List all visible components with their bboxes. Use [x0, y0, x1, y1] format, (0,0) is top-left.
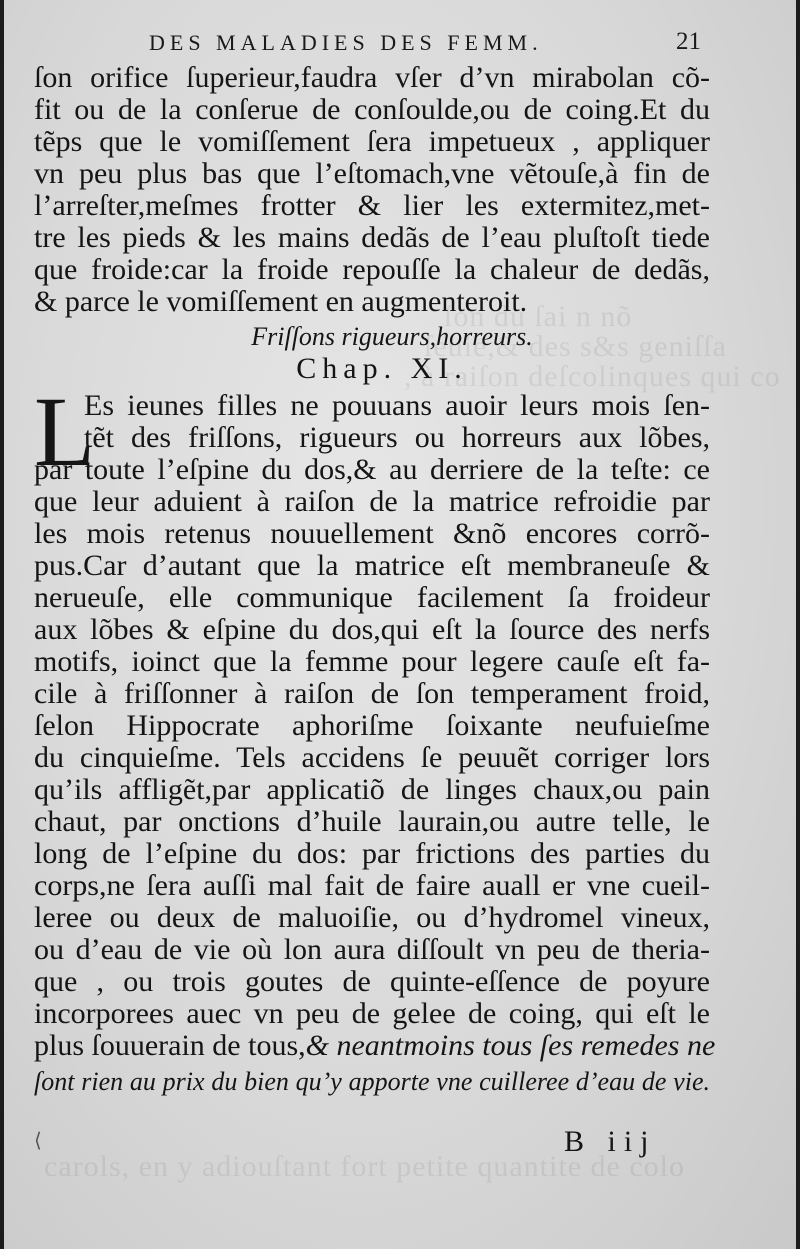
text-line: tẽps que le vomiſſement ſera impetueux , appliquer — [34, 125, 710, 158]
text-line: vn peu plus bas que l’eſtomach,vne vẽtouſe,à fin de — [34, 157, 710, 190]
text-line: du cinquieſme. Tels accidens ſe peuuẽt corriger lors — [34, 741, 710, 774]
text-italic: & neantmoins tous ſes remedes ne — [305, 1029, 716, 1062]
book-page — [4, 0, 796, 1249]
text-line: Es ieunes filles ne pouuans auoir leurs mois ſen- — [84, 389, 710, 422]
text-line: fit ou de la conſerue de conſoulde,ou de coing.Et du — [34, 93, 710, 126]
text-line: que leur aduient à raiſon de la matrice refroidie par — [34, 485, 710, 518]
text-line: tre les pieds & les mains dedãs de l’eau pluſtoſt tiede — [34, 221, 710, 254]
text-line: par toute l’eſpine du dos,& au derriere de la teſte: ce — [34, 453, 710, 486]
text-line: aux lõbes & eſpine du dos,qui eſt la ſource des nerfs — [34, 613, 710, 646]
text-line: qu’ils affligẽt,par applicatiõ de linges chaux,ou pain — [34, 773, 710, 806]
page-number: 21 — [676, 28, 701, 55]
text-line: ſelon Hippocrate aphoriſme ſoixante neufuieſme — [34, 709, 710, 742]
text-line: pus.Car d’autant que la matrice eſt membraneuſe & — [34, 549, 710, 582]
text-line: corps,ne ſera auſſi mal fait de faire auall er vne cueil- — [34, 869, 710, 902]
text-line-italic: ſont rien au prix du bien qu’y apporte vne cuilleree d’eau de vie. — [34, 1067, 710, 1096]
text-line: nerueuſe, elle communique facilement ſa froideur — [34, 581, 710, 614]
text-roman: plus ſouuerain de tous, — [34, 1029, 306, 1062]
show-through-text: , à raiſon deſcolinques qui co — [404, 360, 781, 393]
section-subtitle: Friſſons rigueurs,horreurs. — [251, 322, 533, 351]
running-header: DES MALADIES DES FEMM. — [149, 30, 543, 55]
text-line: cile à friſſonner à raiſon de ſon temperament froid, — [34, 677, 710, 710]
text-line: tẽt des friſſons, rigueurs ou horreurs aux lõbes, — [84, 421, 710, 454]
text-line: que , ou trois goutes de quinte-eſſence de poyure — [34, 965, 710, 998]
text-line: ſon orifice ſuperieur,faudra vſer d’vn mirabolan cõ- — [34, 61, 710, 94]
show-through-text: ſeuie,& des s&s geniſſa — [424, 330, 727, 363]
text-line: long de l’eſpine du dos: par frictions des parties du — [34, 837, 710, 870]
text-line: que froide:car la froide repouſſe la chaleur de dedãs, — [34, 253, 710, 286]
text-line: incorporees auec vn peu de gelee de coing, qui eſt le — [34, 997, 710, 1030]
show-through-text: ſon du ſai n nõ — [444, 300, 633, 333]
show-through-text: carols, en y adiouſtant fort petite quantite de colo — [44, 1150, 685, 1183]
text-line — [34, 1029, 716, 1062]
printer-mark: ⟨ — [34, 1128, 42, 1152]
text-line: les mois retenus nouuellement &nõ encores corrõ- — [34, 517, 710, 550]
text-line: motifs, ioinct que la femme pour legere cauſe eſt fa- — [34, 645, 710, 678]
text-line: l’arreſter,meſmes frotter & lier les extermitez,met- — [34, 189, 710, 222]
text-line: & parce le vomiſſement en augmenteroit. — [34, 285, 528, 318]
chapter-heading: Chap. XI. — [296, 352, 468, 385]
drop-cap: L — [34, 376, 96, 487]
signature-mark: B iij — [564, 1125, 657, 1158]
text-line: ou d’eau de vie où lon aura diſſoult vn peu de theria- — [34, 933, 710, 966]
text-line: leree ou deux de maluoiſie, ou d’hydromel vineux, — [34, 901, 710, 934]
text-line: chaut, par onctions d’huile laurain,ou autre telle, le — [34, 805, 710, 838]
